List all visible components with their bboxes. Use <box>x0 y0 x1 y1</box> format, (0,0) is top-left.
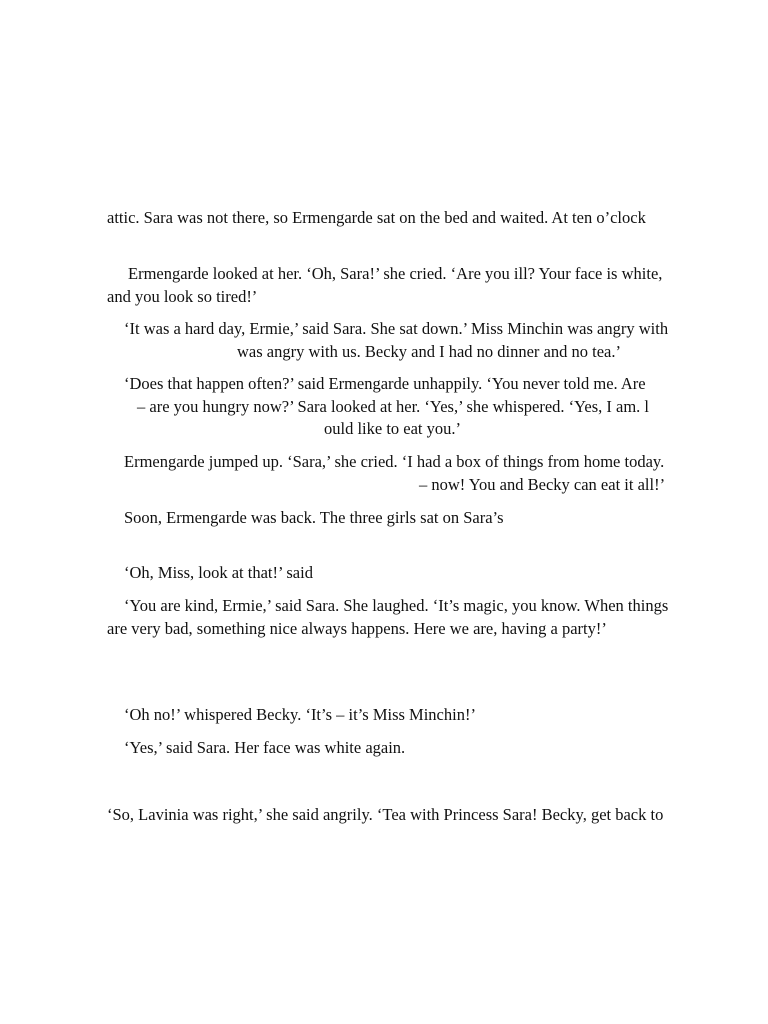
text-line-9: Ermengarde jumped up. ‘Sara,’ she cried. ‘I had a box of things from home today. <box>124 452 665 471</box>
text-line-16: ‘Yes,’ said Sara. Her face was white again. <box>124 738 406 757</box>
text-line-1: attic. Sara was not there, so Ermengarde sat on the bed and waited. At ten o’clock <box>107 208 646 227</box>
text-line-3: and you look so tired!’ <box>107 287 258 306</box>
text-line-7: – are you hungry now?’ Sara looked at her. ‘Yes,’ she whispered. ‘Yes, I am. l <box>137 397 650 416</box>
text-line-12: ‘Oh, Miss, look at that!’ said <box>124 563 313 582</box>
text-line-6: ‘Does that happen often?’ said Ermengarde unhappily. ‘You never told me. Are <box>124 374 646 393</box>
text-line-13: ‘You are kind, Ermie,’ said Sara. She laughed. ‘It’s magic, you know. When things <box>124 596 669 615</box>
text-line-8: ould like to eat you.’ <box>324 419 462 438</box>
text-line-10: – now! You and Becky can eat it all!’ <box>419 475 666 494</box>
text-line-2: Ermengarde looked at her. ‘Oh, Sara!’ she cried. ‘Are you ill? Your face is white, <box>128 264 663 283</box>
text-line-4: ‘It was a hard day, Ermie,’ said Sara. She sat down.’ Miss Minchin was angry with <box>124 319 669 338</box>
text-line-14: are very bad, something nice always happens. Here we are, having a party!’ <box>107 619 607 638</box>
text-line-5: was angry with us. Becky and I had no dinner and no tea.’ <box>237 342 621 361</box>
text-line-11: Soon, Ermengarde was back. The three girls sat on Sara’s <box>124 508 504 527</box>
text-line-15: ‘Oh no!’ whispered Becky. ‘It’s – it’s Miss Minchin!’ <box>124 705 476 724</box>
text-line-17: ‘So, Lavinia was right,’ she said angrily. ‘Tea with Princess Sara! Becky, get back to <box>107 805 664 824</box>
